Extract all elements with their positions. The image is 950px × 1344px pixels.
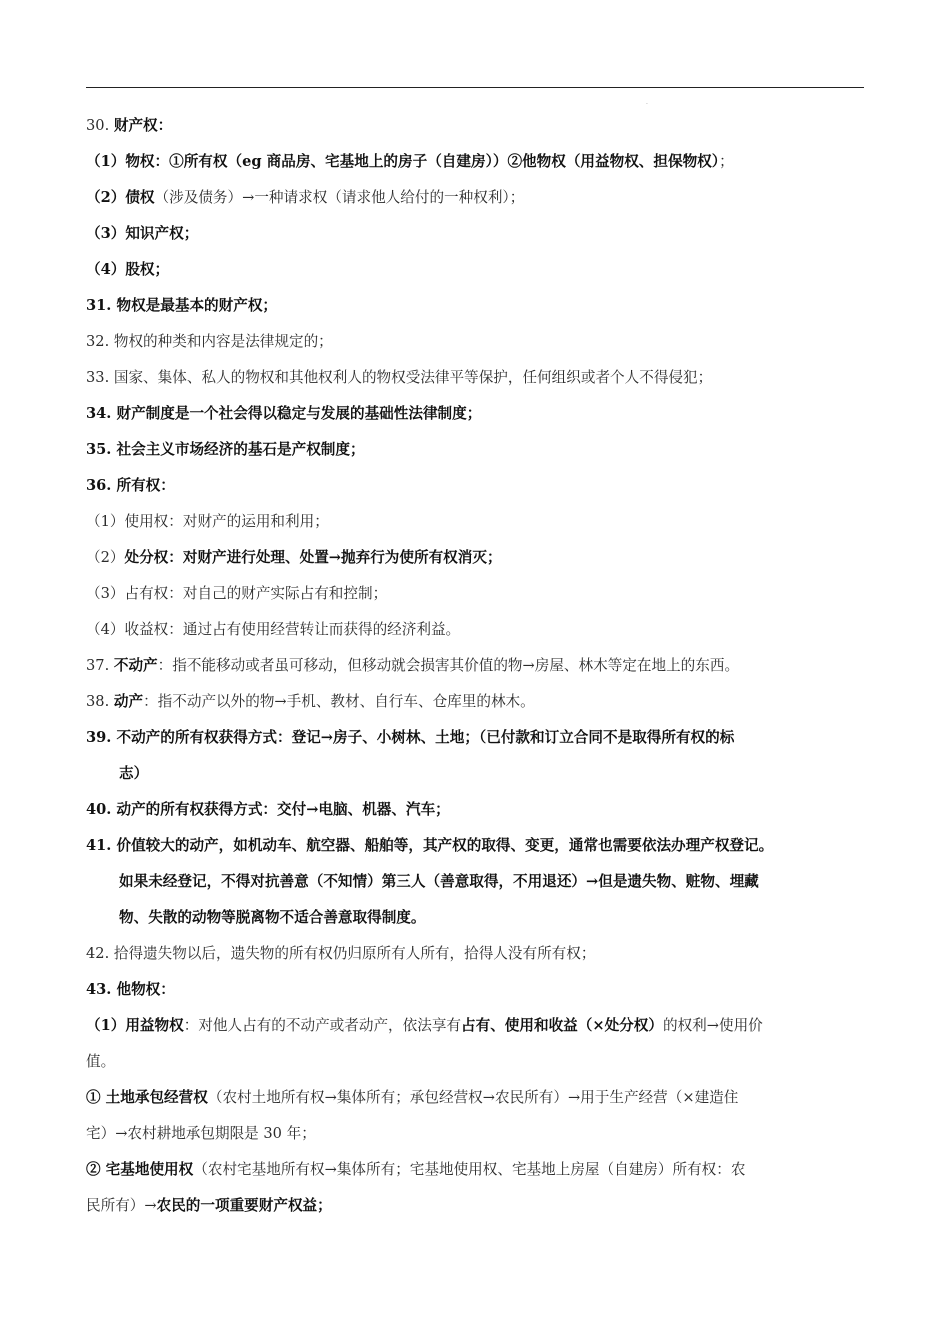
text-segment: ② 宅基地使用权 bbox=[86, 1161, 194, 1178]
text-segment: （2）债权 bbox=[86, 189, 155, 206]
text-segment: ； bbox=[719, 153, 734, 170]
header-dot: . bbox=[646, 99, 648, 106]
header-rule bbox=[86, 87, 864, 88]
text-segment: ：对他人占有的不动产或者动产，依法享有 bbox=[183, 1017, 462, 1034]
text-segment: 不动产 bbox=[113, 657, 158, 674]
text-segment: （1）物权：①所有权（eg 商品房、宅基地上的房子（自建房））②他物权（用益物权、担保物权） bbox=[86, 153, 720, 170]
text-line bbox=[86, 1080, 868, 1116]
text-segment: 的权利→使用价 bbox=[662, 1017, 763, 1034]
text-segment: 43. 他物权： bbox=[86, 981, 175, 998]
text-segment: （农村宅基地所有权→集体所有；宅基地使用权、宅基地上房屋（自建房）所有权：农 bbox=[193, 1161, 746, 1178]
text-line bbox=[86, 648, 868, 684]
text-line bbox=[86, 756, 868, 792]
text-line bbox=[86, 216, 868, 252]
text-segment: 33. 国家、集体、私人的物权和其他权利人的物权受法律平等保护，任何组织或者个人不得侵犯； bbox=[86, 369, 713, 386]
text-line bbox=[86, 288, 868, 324]
text-line bbox=[86, 864, 868, 900]
text-segment: 处分权：对财产进行处理、处置→抛弃行为使所有权消灭； bbox=[124, 549, 502, 566]
text-segment: 财产权： bbox=[113, 117, 173, 134]
text-line bbox=[86, 324, 868, 360]
text-segment: 民所有）→ bbox=[86, 1197, 157, 1214]
text-segment: 42. 拾得遗失物以后，遗失物的所有权仍归原所有人所有，拾得人没有所有权； bbox=[86, 945, 596, 962]
text-segment: 37. bbox=[86, 657, 114, 674]
text-segment: （1）使用权：对财产的运用和利用； bbox=[86, 513, 329, 530]
text-line bbox=[86, 144, 868, 180]
text-segment: ：指不能移动或者虽可移动，但移动就会损害其价值的物→房屋、林木等定在地上的东西。 bbox=[157, 657, 740, 674]
text-segment: （农村土地所有权→集体所有；承包经营权→农民所有）→用于生产经营（×建造住 bbox=[207, 1089, 739, 1106]
text-line bbox=[86, 900, 868, 936]
text-line bbox=[86, 180, 868, 216]
document-body bbox=[86, 108, 868, 1224]
text-segment: 32. 物权的种类和内容是法律规定的； bbox=[86, 333, 333, 350]
text-segment: 35. 社会主义市场经济的基石是产权制度； bbox=[86, 441, 365, 458]
text-line bbox=[86, 252, 868, 288]
text-segment: （1）用益物权 bbox=[86, 1017, 184, 1034]
text-line bbox=[86, 108, 868, 144]
text-segment: 志） bbox=[119, 765, 149, 782]
text-line bbox=[86, 1188, 868, 1224]
text-line bbox=[86, 1152, 868, 1188]
text-line bbox=[86, 972, 868, 1008]
text-segment: 值。 bbox=[86, 1053, 116, 1070]
text-line bbox=[86, 792, 868, 828]
text-segment: 占有、使用和收益（×处分权） bbox=[461, 1017, 663, 1034]
text-line bbox=[86, 1008, 868, 1044]
text-segment: （3）占有权：对自己的财产实际占有和控制； bbox=[86, 585, 388, 602]
text-segment: （3）知识产权； bbox=[86, 225, 199, 242]
text-line bbox=[86, 396, 868, 432]
text-segment: 动产 bbox=[113, 693, 144, 710]
text-segment: 38. bbox=[86, 693, 114, 710]
text-segment: 物、失散的动物等脱离物不适合善意取得制度。 bbox=[119, 909, 426, 926]
text-line bbox=[86, 612, 868, 648]
text-line bbox=[86, 432, 868, 468]
text-segment: 30. bbox=[86, 117, 114, 134]
text-line bbox=[86, 360, 868, 396]
text-segment: 如果未经登记，不得对抗善意（不知情）第三人（善意取得，不用退还）→但是遗失物、赃物、埋藏 bbox=[119, 873, 759, 890]
text-line bbox=[86, 720, 868, 756]
text-segment: 36. 所有权： bbox=[86, 477, 175, 494]
text-segment: ：指不动产以外的物→手机、教材、自行车、仓库里的林木。 bbox=[143, 693, 535, 710]
text-line bbox=[86, 1116, 868, 1152]
text-segment: 39. 不动产的所有权获得方式：登记→房子、小树林、土地；（已付款和订立合同不是取得所有权的标 bbox=[86, 729, 735, 746]
text-segment: 31. 物权是最基本的财产权； bbox=[86, 297, 278, 314]
text-segment: （2） bbox=[86, 549, 125, 566]
text-line bbox=[86, 468, 868, 504]
text-segment: （4）收益权：通过占有使用经营转让而获得的经济利益。 bbox=[86, 621, 461, 638]
text-line bbox=[86, 504, 868, 540]
text-line bbox=[86, 828, 868, 864]
text-segment: （4）股权； bbox=[86, 261, 170, 278]
text-line bbox=[86, 936, 868, 972]
text-segment: ① 土地承包经营权 bbox=[86, 1089, 208, 1106]
text-segment: 宅）→农村耕地承包期限是 30 年； bbox=[86, 1125, 316, 1142]
text-segment: 34. 财产制度是一个社会得以稳定与发展的基础性法律制度； bbox=[86, 405, 482, 422]
text-line bbox=[86, 576, 868, 612]
text-line bbox=[86, 1044, 868, 1080]
text-segment: 41. 价值较大的动产，如机动车、航空器、船舶等，其产权的取得、变更，通常也需要依法办理产权登记。 bbox=[86, 837, 774, 854]
text-segment: （涉及债务）→一种请求权（请求他人给付的一种权利）； bbox=[154, 189, 525, 206]
text-line bbox=[86, 684, 868, 720]
text-segment: 农民的一项重要财产权益； bbox=[156, 1197, 332, 1214]
text-segment: 40. 动产的所有权获得方式：交付→电脑、机器、汽车； bbox=[86, 801, 450, 818]
text-line bbox=[86, 540, 868, 576]
